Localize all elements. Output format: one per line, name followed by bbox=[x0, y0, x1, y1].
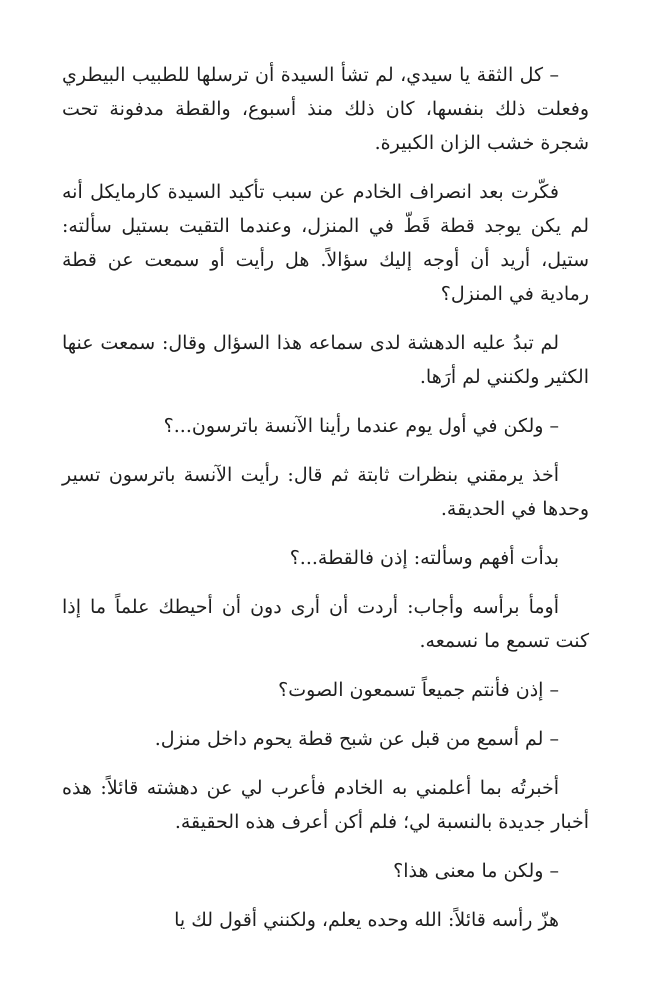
paragraph-11: – ولكن ما معنى هذا؟ bbox=[393, 860, 559, 882]
paragraph-4: – ولكن في أول يوم عندما رأينا الآنسة باترسون...؟ bbox=[163, 415, 559, 437]
paragraph-1: – كل الثقة يا سيدي، لم تشأ السيدة أن ترسلها للطبيب البيطري وفعلت ذلك بنفسها، كان ذلك منذ أسبوع، والقطة مدفونة تحت شجرة خشب الزان الكبيرة. bbox=[62, 64, 589, 154]
paragraph-2: فكّرت بعد انصراف الخادم عن سبب تأكيد السيدة كارمايكل أنه لم يكن يوجد قطة قَطّ في المنزل، وعندما التقيت بستيل سألته: ستيل، أريد أن أوجه إليك سؤالاً. هل رأيت أو سمعت عن قطة رمادية في المنزل؟ bbox=[62, 181, 589, 305]
paragraph-3: لم تبدُ عليه الدهشة لدى سماعه هذا السؤال وقال: سمعت عنها الكثير ولكنني لم أرَها. bbox=[62, 332, 589, 388]
paragraph-10: أخبرتُه بما أعلمني به الخادم فأعرب لي عن دهشته قائلاً: هذه أخبار جديدة بالنسبة لي؛ فلم أكن أعرف هذه الحقيقة. bbox=[62, 777, 589, 833]
paragraph-12: هزّ رأسه قائلاً: الله وحده يعلم، ولكنني أقول لك يا bbox=[174, 909, 559, 931]
paragraph-6: بدأت أفهم وسألته: إذن فالقطة...؟ bbox=[289, 547, 559, 569]
paragraph-5: أخذ يرمقني بنظرات ثابتة ثم قال: رأيت الآنسة باترسون تسير وحدها في الحديقة. bbox=[62, 464, 589, 520]
paragraph-9: – لم أسمع من قبل عن شبح قطة يحوم داخل منزل. bbox=[154, 728, 559, 750]
paragraph-8: – إذن فأنتم جميعاً تسمعون الصوت؟ bbox=[278, 679, 559, 701]
paragraph-7: أومأ برأسه وأجاب: أردت أن أرى دون أن أحيطك علماً ما إذا كنت تسمع ما نسمعه. bbox=[62, 596, 589, 652]
